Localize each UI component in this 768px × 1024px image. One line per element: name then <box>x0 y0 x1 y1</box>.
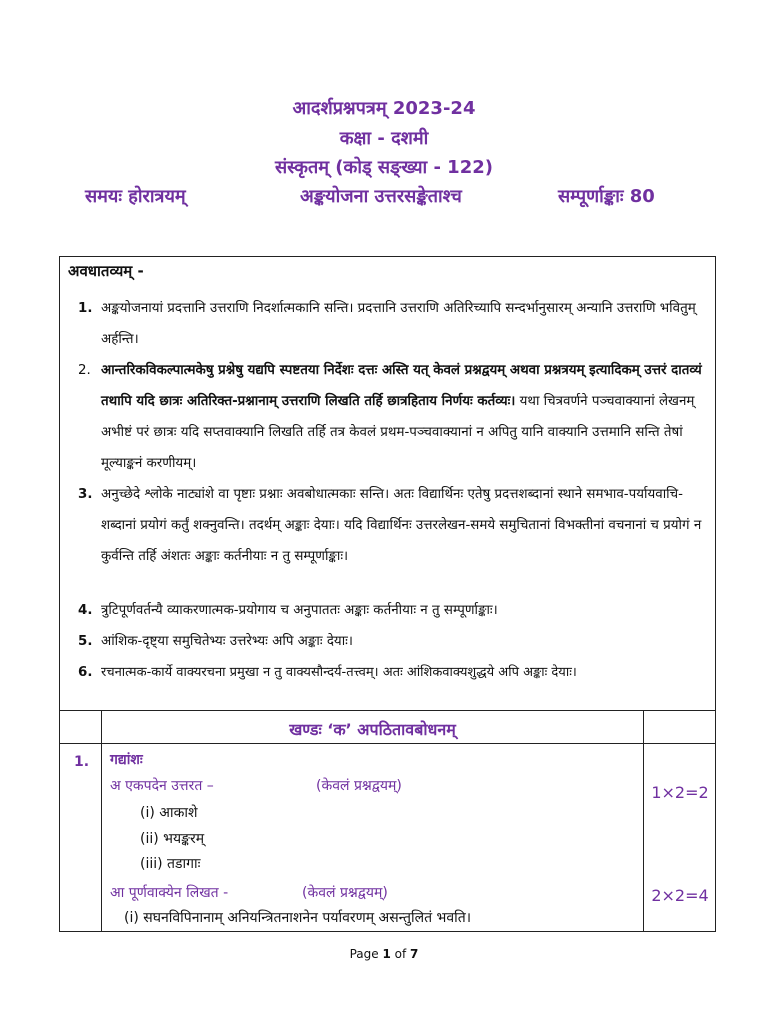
current-page: 1 <box>382 947 391 961</box>
instruction-number: 2. <box>78 363 91 378</box>
section-table <box>59 710 716 932</box>
scheme-label: अङ्कयोजना उत्तरसङ्केताश्च <box>300 186 462 207</box>
paper-title: आदर्शप्रश्नपत्रम् 2023-24 <box>292 98 476 119</box>
instruction-text: अङ्कयोजनायां प्रदत्तानि उत्तराणि निदर्शात्मकानि सन्ति। प्रदत्तानि उत्तराणि अतिरिच्यापि सन्दर्भानुसारम् अन्यानि उत्तराणि भवितुम् अर्हन्ति। <box>101 301 696 347</box>
instruction-plain-text: यथा चित्रवर्णने पञ्चवाक्यानां लेखनम् अभीष्टं परं छात्रः यदि सप्तवाक्यानि लिखति तर्हि तत्र केवलं प्रथम-पञ्चवाक्यानां न अपितु यानि वाक्यानि उत्तमानि सन्ति तेषां मूल्याङ्कनं करणीयम्। <box>101 394 695 471</box>
part-a-marks: 1×2=2 <box>651 783 709 802</box>
part-aa-marks: 2×2=4 <box>651 886 709 905</box>
time-label: समयः होरात्रयम् <box>85 186 186 207</box>
instructions-box <box>59 256 716 711</box>
instruction-number: 1. <box>78 301 93 316</box>
instruction-number: 5. <box>78 634 93 649</box>
instruction-number: 3. <box>78 487 93 502</box>
answer-item: (iii) तडागाः <box>140 856 201 872</box>
column-divider <box>101 711 102 931</box>
instruction-text: त्रुटिपूर्णवर्तन्यै व्याकरणात्मक-प्रयोगाय च अनुपाततः अङ्काः कर्तनीयाः न तु सम्पूर्णाङ्काः। <box>101 603 498 618</box>
instructions-title: अवधातव्यम् - <box>68 262 144 280</box>
page-footer <box>0 947 768 961</box>
instruction-text: रचनात्मक-कार्ये वाक्यरचना प्रमुखा न तु वाक्यसौन्दर्य-तत्त्वम्। अतः आंशिकवाक्यशुद्धये अपि अङ्काः देयाः। <box>101 665 577 680</box>
part-a-label: अ एकपदेन उत्तरत – <box>110 778 214 794</box>
class-label: कक्षा - दशमी <box>339 128 429 149</box>
column-divider <box>643 711 644 931</box>
answer-item: (i) आकाशे <box>140 805 198 821</box>
instruction-number: 6. <box>78 665 93 680</box>
part-a-note: (केवलं प्रश्नद्वयम्) <box>316 778 402 794</box>
row-divider <box>60 743 715 744</box>
section-title: खण्डः ‘क’ अपठितावबोधनम् <box>289 720 456 739</box>
subject-label: संस्कृतम् (कोड् सङ्ख्या - 122) <box>275 157 493 178</box>
part-aa-note: (केवलं प्रश्नद्वयम्) <box>302 885 388 901</box>
answer-item: (i) सघनविपिनानाम् अनियन्त्रितनाशनेन पर्यावरणम् असन्तुलितं भवति। <box>124 910 472 926</box>
footer-prefix: Page <box>349 947 383 961</box>
instruction-text: अनुच्छेदे श्लोके नाट्यांशे वा पृष्टाः प्रश्नाः अवबोधात्मकाः सन्ति। अतः विद्यार्थिनः एतेषु प्रदत्तशब्दानां स्थाने समभाव-पर्यायवाचि-शब्दानां प्रयोगं कर्तुं शक्नुवन्ति। तदर्थम् अङ्काः देयाः। यदि विद्यार्थिनः उत्तरलेखन-समये समुचितानां विभक्तीनां वचनानां च प्रयोगं न कुर्वन्ति तर्हि अंशतः अङ्काः कर्तनीयाः न तु सम्पूर्णाङ्काः। <box>101 487 702 564</box>
total-pages: 7 <box>410 947 419 961</box>
instruction-number: 4. <box>78 603 93 618</box>
question-number: 1. <box>74 754 90 770</box>
passage-label: गद्यांशः <box>110 752 143 768</box>
instruction-text <box>101 355 711 479</box>
answer-item: (ii) भयङ्करम् <box>140 831 205 847</box>
total-marks-label: सम्पूर्णाङ्काः 80 <box>558 186 655 207</box>
instruction-bold-text: आन्तरिकविकल्पात्मकेषु प्रश्नेषु यद्यपि स्पष्टतया निर्देशः दत्तः अस्ति यत् केवलं प्रश्नद्वयम् अथवा प्रश्नत्रयम् इत्यादिकम् उत्तरं दातव्यं तथापि यदि छात्रः अतिरिक्त-प्रश्नानाम् उत्तराणि लिखति तर्हि छात्रहिताय निर्णयः कर्तव्यः। <box>101 363 702 409</box>
part-aa-label: आ पूर्णवाक्येन लिखत - <box>110 885 229 901</box>
footer-of: of <box>390 947 411 961</box>
instruction-text: आंशिक-दृष्ट्या समुचितेभ्यः उत्तरेभ्यः अपि अङ्काः देयाः। <box>101 634 353 649</box>
